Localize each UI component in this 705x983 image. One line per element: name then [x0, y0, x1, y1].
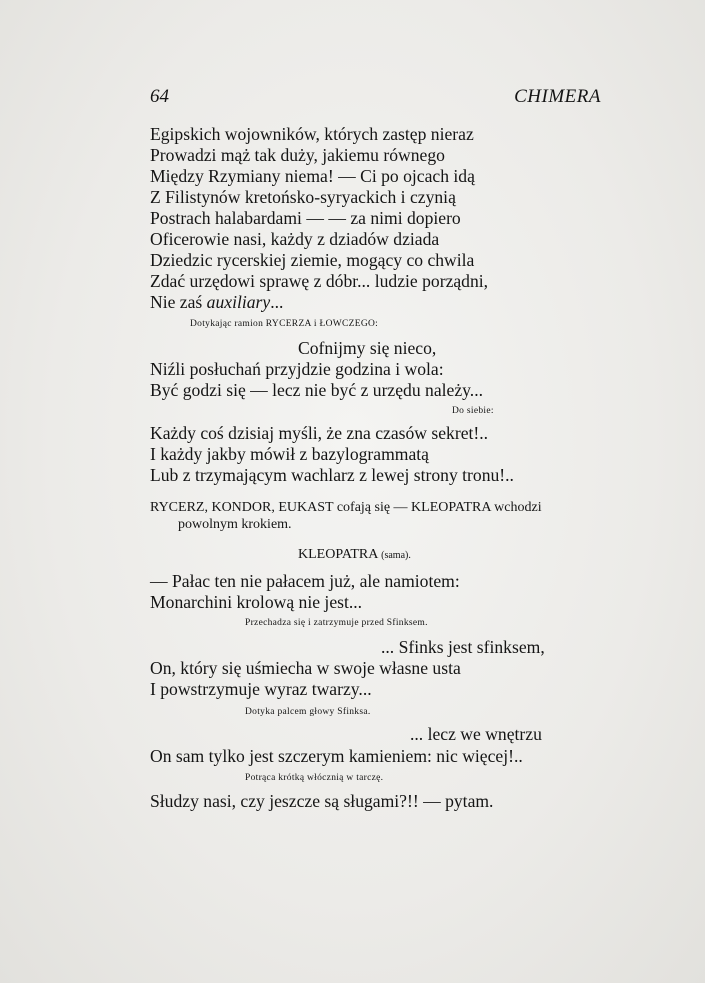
- speaker-name: KLEOPATRA: [298, 547, 378, 562]
- verse-line: Każdy coś dzisiaj myśli, że zna czasów sekret!..: [150, 423, 489, 443]
- stage-direction: Do siebie:: [452, 406, 494, 416]
- verse-line: On sam tylko jest szczerym kamieniem: nic więcej!..: [150, 746, 523, 766]
- stage-direction: powolnym krokiem.: [178, 517, 292, 532]
- verse-line: On, który się uśmiecha w swoje własne usta: [150, 658, 461, 678]
- verse-line: Cofnijmy się nieco,: [298, 338, 437, 358]
- verse-line: Monarchini krolową nie jest...: [150, 592, 363, 612]
- verse-line: Oficerowie nasi, każdy z dziadów dziada: [150, 229, 440, 249]
- stage-direction: Potrąca krótką włócznią w tarczę.: [245, 773, 384, 783]
- stage-direction: Dotyka palcem głowy Sfinksa.: [245, 707, 371, 717]
- verse-line: Dziedzic rycerskiej ziemie, mogący co chwila: [150, 250, 475, 270]
- verse-line: Egipskich wojowników, których zastęp nieraz: [150, 124, 474, 144]
- speaker-note: (sama).: [381, 550, 411, 561]
- verse-line: ... lecz we wnętrzu: [410, 724, 542, 744]
- stage-direction: Dotykając ramion RYCERZA i ŁOWCZEGO:: [190, 319, 379, 329]
- stage-direction: Przechadza się i zatrzymuje przed Sfinksem.: [245, 618, 428, 628]
- speaker-heading: [298, 546, 411, 565]
- page-header: [150, 86, 601, 112]
- running-head: CHIMERA: [514, 86, 601, 107]
- verse-text: ...: [270, 292, 284, 312]
- stage-direction: RYCERZ, KONDOR, EUKAST cofają się — KLEOPATRA wchodzi: [150, 500, 542, 515]
- verse-line: Lub z trzymającym wachlarz z lewej strony tronu!..: [150, 465, 514, 485]
- verse-line: Postrach halabardami — — za nimi dopiero: [150, 208, 461, 228]
- verse-line: ... Sfinks jest sfinksem,: [381, 637, 545, 657]
- verse-line: Prowadzi mąż tak duży, jakiemu równego: [150, 145, 445, 165]
- verse-line: Między Rzymiany niema! — Ci po ojcach idą: [150, 166, 475, 186]
- verse-line: I każdy jakby mówił z bazylogrammatą: [150, 444, 429, 464]
- verse-line: — Pałac ten nie pałacem już, ale namiotem:: [150, 571, 460, 591]
- verse-line: Zdać urzędowi sprawę z dóbr... ludzie porządni,: [150, 271, 489, 291]
- verse-text: Nie zaś: [150, 292, 207, 312]
- emphasized-word: auxiliary: [206, 292, 271, 312]
- verse-line: Być godzi się — lecz nie być z urzędu należy...: [150, 380, 484, 400]
- page-number: 64: [150, 86, 169, 107]
- verse-line: [150, 292, 283, 312]
- verse-line: Niźli posłuchań przyjdzie godzina i wola:: [150, 359, 444, 379]
- verse-line: I powstrzymuje wyraz twarzy...: [150, 679, 372, 699]
- verse-line: Z Filistynów kretońsko-syryackich i czynią: [150, 187, 456, 207]
- verse-line: Słudzy nasi, czy jeszcze są sługami?!! — pytam.: [150, 791, 494, 811]
